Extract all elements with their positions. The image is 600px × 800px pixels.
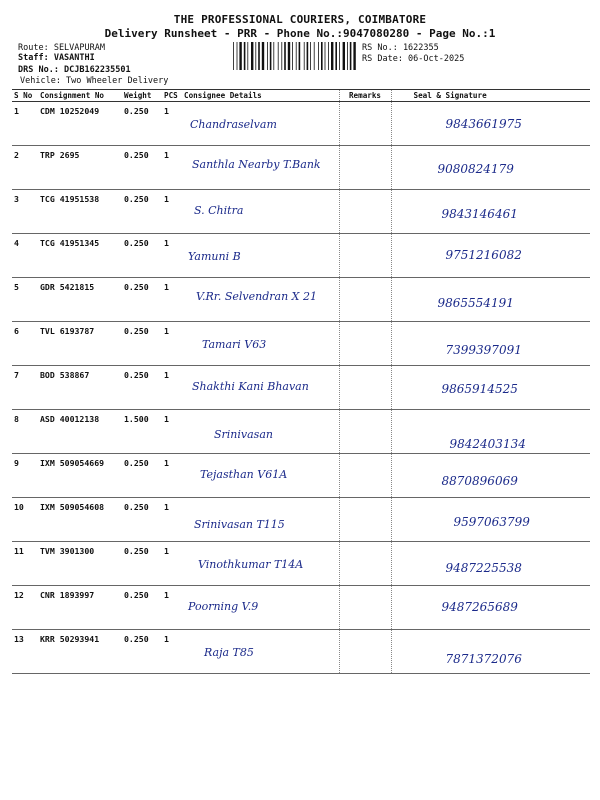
row-signature-cell xyxy=(391,366,590,410)
col-header-consignee: Consignee Details xyxy=(182,90,339,102)
barcode-bar xyxy=(339,42,340,70)
row-consignee-handwriting: Srinivasan xyxy=(214,428,273,441)
row-pcs: 1 xyxy=(162,410,182,454)
row-remarks xyxy=(339,366,391,410)
row-remarks xyxy=(339,630,391,674)
row-pcs: 1 xyxy=(162,542,182,586)
row-signature-handwriting: 9843146461 xyxy=(441,207,518,221)
table-row xyxy=(12,410,590,454)
row-pcs: 1 xyxy=(162,498,182,542)
row-remarks xyxy=(339,410,391,454)
barcode-bar xyxy=(307,42,309,70)
row-sno: 5 xyxy=(12,278,38,322)
row-remarks xyxy=(339,102,391,146)
table-row xyxy=(12,366,590,410)
row-remarks xyxy=(339,322,391,366)
barcode-bar xyxy=(262,42,264,70)
rs-number: RS No.: 1622355 xyxy=(362,43,439,53)
barcode-bar xyxy=(233,42,234,70)
row-remarks xyxy=(339,278,391,322)
row-remarks xyxy=(339,190,391,234)
row-consignment-no: TCG 41951538 xyxy=(38,190,122,234)
row-pcs: 1 xyxy=(162,630,182,674)
barcode-bar xyxy=(292,42,293,70)
table-row xyxy=(12,542,590,586)
rs-date: RS Date: 06-Oct-2025 xyxy=(362,54,465,64)
table-row xyxy=(12,498,590,542)
col-header-weight: Weight xyxy=(122,90,162,102)
barcode-bar xyxy=(251,42,253,70)
barcode-bar xyxy=(335,42,337,70)
row-consignee-cell xyxy=(182,278,339,322)
barcode-bar xyxy=(314,42,315,70)
row-consignee-handwriting: S. Chitra xyxy=(194,204,244,217)
row-weight: 0.250 xyxy=(122,146,162,190)
barcode-bar xyxy=(296,42,297,70)
row-consignee-cell xyxy=(182,586,339,630)
route-label: Route: SELVAPURAM xyxy=(18,43,105,53)
row-signature-handwriting: 9487265689 xyxy=(441,600,518,614)
barcode-bar xyxy=(310,42,311,70)
row-consignee-handwriting: V.Rr. Selvendran X 21 xyxy=(196,290,317,303)
row-signature-handwriting: 9487225538 xyxy=(445,561,522,575)
row-consignee-handwriting: Poorning V.9 xyxy=(188,600,259,613)
document-subtitle: Delivery Runsheet - PRR - Phone No.:9047080280 - Page No.:1 xyxy=(104,27,496,40)
row-weight: 0.250 xyxy=(122,586,162,630)
staff-label: Staff: VASANTHI xyxy=(18,53,95,63)
row-consignee-cell xyxy=(182,366,339,410)
row-consignee-handwriting: Srinivasan T115 xyxy=(194,518,285,531)
table-row xyxy=(12,322,590,366)
row-signature-handwriting: 9751216082 xyxy=(445,248,522,262)
barcode-bar xyxy=(255,42,256,70)
barcode-bar xyxy=(273,42,274,70)
row-pcs: 1 xyxy=(162,102,182,146)
row-consignment-no: TRP 2695 xyxy=(38,146,122,190)
col-header-remarks: Remarks xyxy=(339,90,391,102)
row-signature-cell xyxy=(391,146,590,190)
row-pcs: 1 xyxy=(162,234,182,278)
row-weight: 0.250 xyxy=(122,102,162,146)
row-pcs: 1 xyxy=(162,586,182,630)
barcode-bar xyxy=(278,42,279,70)
row-weight: 0.250 xyxy=(122,190,162,234)
row-consignment-no: KRR 50293941 xyxy=(38,630,122,674)
row-pcs: 1 xyxy=(162,366,182,410)
row-sno: 3 xyxy=(12,190,38,234)
row-weight: 0.250 xyxy=(122,278,162,322)
row-consignment-no: ASD 40012138 xyxy=(38,410,122,454)
row-weight: 0.250 xyxy=(122,322,162,366)
table-row xyxy=(12,234,590,278)
row-remarks xyxy=(339,498,391,542)
row-weight: 0.250 xyxy=(122,234,162,278)
vehicle-label: Vehicle: Two Wheeler Delivery xyxy=(20,76,169,86)
row-signature-handwriting: 9597063799 xyxy=(453,515,530,529)
row-pcs: 1 xyxy=(162,278,182,322)
row-remarks xyxy=(339,454,391,498)
barcode-bar xyxy=(350,42,352,70)
row-signature-handwriting: 9842403134 xyxy=(449,437,526,451)
barcode-bar xyxy=(244,42,246,70)
row-sno: 13 xyxy=(12,630,38,674)
row-signature-cell xyxy=(391,190,590,234)
row-consignment-no: TCG 41951345 xyxy=(38,234,122,278)
row-signature-cell xyxy=(391,454,590,498)
row-signature-cell xyxy=(391,322,590,366)
table-row xyxy=(12,146,590,190)
table-row xyxy=(12,278,590,322)
barcode-bar xyxy=(343,42,345,70)
row-sno: 8 xyxy=(12,410,38,454)
barcode-image xyxy=(232,42,356,70)
runsheet-table xyxy=(12,89,590,674)
row-signature-cell xyxy=(391,498,590,542)
row-consignee-cell xyxy=(182,322,339,366)
row-sno: 4 xyxy=(12,234,38,278)
row-signature-handwriting: 8870896069 xyxy=(441,474,518,488)
row-weight: 0.250 xyxy=(122,498,162,542)
row-consignee-handwriting: Tamari V63 xyxy=(202,338,267,351)
table-header-row xyxy=(12,90,590,102)
row-sno: 1 xyxy=(12,102,38,146)
table-row xyxy=(12,586,590,630)
row-consignee-cell xyxy=(182,630,339,674)
row-sno: 12 xyxy=(12,586,38,630)
row-sno: 2 xyxy=(12,146,38,190)
row-remarks xyxy=(339,586,391,630)
row-signature-handwriting: 7399397091 xyxy=(445,343,522,357)
barcode-bar xyxy=(267,42,268,70)
row-sno: 11 xyxy=(12,542,38,586)
row-pcs: 1 xyxy=(162,322,182,366)
row-consignment-no: GDR 5421815 xyxy=(38,278,122,322)
row-weight: 1.500 xyxy=(122,410,162,454)
row-signature-cell xyxy=(391,278,590,322)
row-sno: 7 xyxy=(12,366,38,410)
row-consignee-cell xyxy=(182,454,339,498)
table-row xyxy=(12,190,590,234)
row-consignee-handwriting: Santhla Nearby T.Bank xyxy=(192,158,321,171)
row-signature-cell xyxy=(391,630,590,674)
row-signature-cell xyxy=(391,410,590,454)
row-signature-cell xyxy=(391,542,590,586)
row-weight: 0.250 xyxy=(122,630,162,674)
row-consignee-cell xyxy=(182,102,339,146)
row-sno: 10 xyxy=(12,498,38,542)
row-consignment-no: TVM 3901300 xyxy=(38,542,122,586)
row-signature-handwriting: 9865914525 xyxy=(441,382,518,396)
row-weight: 0.250 xyxy=(122,454,162,498)
barcode-bar xyxy=(247,42,248,70)
row-consignment-no: TVL 6193787 xyxy=(38,322,122,366)
row-pcs: 1 xyxy=(162,146,182,190)
row-consignment-no: CNR 1893997 xyxy=(38,586,122,630)
row-signature-handwriting: 7871372076 xyxy=(445,652,522,666)
row-signature-handwriting: 9865554191 xyxy=(437,296,514,310)
row-consignee-handwriting: Shakthi Kani Bhavan xyxy=(192,380,309,393)
row-consignee-cell xyxy=(182,234,339,278)
barcode-bar xyxy=(331,42,333,70)
table-row xyxy=(12,454,590,498)
barcode-bar xyxy=(347,42,348,70)
barcode-bar xyxy=(299,42,301,70)
row-remarks xyxy=(339,234,391,278)
col-header-pcs: PCS xyxy=(162,90,182,102)
row-remarks xyxy=(339,542,391,586)
row-signature-handwriting: 9843661975 xyxy=(445,117,522,131)
row-weight: 0.250 xyxy=(122,542,162,586)
table-row xyxy=(12,102,590,146)
barcode-bar xyxy=(328,42,329,70)
col-header-signature: Seal & Signature xyxy=(391,90,590,102)
barcode-bar xyxy=(237,42,238,70)
row-weight: 0.250 xyxy=(122,366,162,410)
row-consignment-no: IXM 509054608 xyxy=(38,498,122,542)
barcode-bar xyxy=(281,42,282,70)
drs-number: DRS No.: DCJB162235501 xyxy=(18,65,131,75)
barcode-bar xyxy=(353,42,355,70)
row-consignee-cell xyxy=(182,410,339,454)
row-pcs: 1 xyxy=(162,190,182,234)
barcode-bar xyxy=(321,42,323,70)
row-consignment-no: IXM 509054669 xyxy=(38,454,122,498)
barcode-bar xyxy=(288,42,290,70)
row-signature-handwriting: 9080824179 xyxy=(437,162,514,176)
row-consignee-cell xyxy=(182,498,339,542)
barcode-bar xyxy=(270,42,272,70)
row-signature-cell xyxy=(391,102,590,146)
row-consignee-cell xyxy=(182,542,339,586)
table-row xyxy=(12,630,590,674)
barcode-bar xyxy=(325,42,326,70)
row-sno: 6 xyxy=(12,322,38,366)
row-signature-cell xyxy=(391,586,590,630)
barcode-bar xyxy=(284,42,286,70)
row-consignment-no: BOD 538867 xyxy=(38,366,122,410)
row-consignee-handwriting: Yamuni B xyxy=(188,250,241,263)
barcode-bar xyxy=(258,42,260,70)
row-sno: 9 xyxy=(12,454,38,498)
col-header-consignment: Consignment No xyxy=(38,90,122,102)
row-consignee-cell xyxy=(182,190,339,234)
row-consignment-no: CDM 10252049 xyxy=(38,102,122,146)
barcode-bar xyxy=(304,42,305,70)
col-header-sno: S No xyxy=(12,90,38,102)
barcode-bar xyxy=(318,42,319,70)
row-pcs: 1 xyxy=(162,454,182,498)
document-title: THE PROFESSIONAL COURIERS, COIMBATORE xyxy=(173,13,427,26)
row-consignee-handwriting: Vinothkumar T14A xyxy=(198,558,304,571)
row-consignee-cell xyxy=(182,146,339,190)
barcode-bar xyxy=(239,42,241,70)
row-signature-cell xyxy=(391,234,590,278)
row-consignee-handwriting: Chandraselvam xyxy=(190,118,277,131)
row-consignee-handwriting: Raja T85 xyxy=(204,646,254,659)
row-remarks xyxy=(339,146,391,190)
row-consignee-handwriting: Tejasthan V61A xyxy=(200,468,288,481)
